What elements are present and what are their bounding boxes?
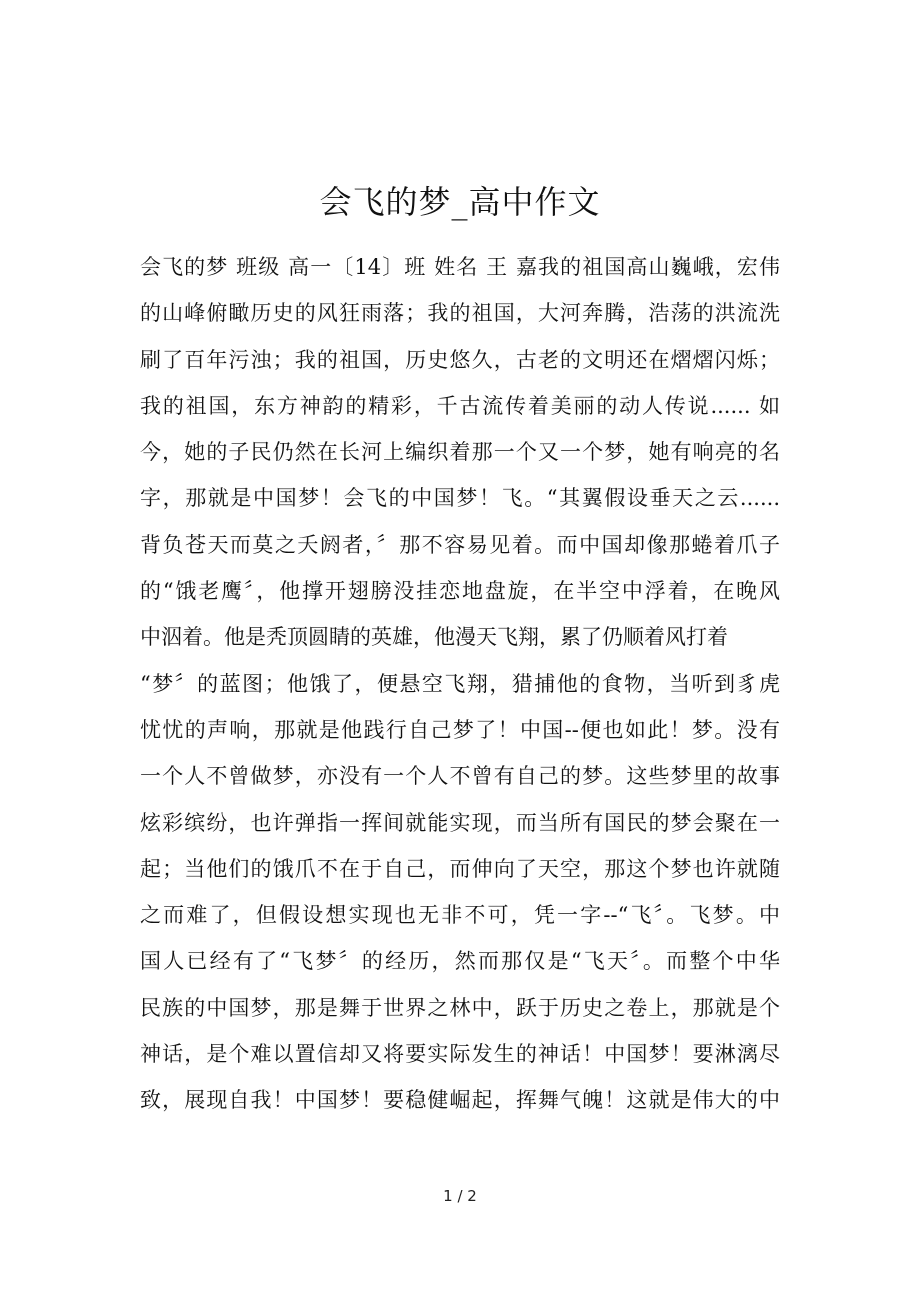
document-title: 会飞的梦_高中作文 bbox=[319, 183, 601, 221]
text-line-2: 的山峰俯瞰历史的风狂雨落；我的祖国，大河奔腾，浩荡的洪流洗 bbox=[140, 301, 780, 326]
text-line-18: 神话，是个难以置信却又将要实际发生的神话！中国梦！要淋漓尽 bbox=[140, 1042, 780, 1067]
page-number: 1 / 2 bbox=[443, 1187, 477, 1205]
text-line-1: 会飞的梦 班级 高一〔14〕班 姓名 王 嘉我的祖国高山巍峨，宏伟 bbox=[140, 255, 780, 279]
text-line-4: 我的祖国，东方神韵的精彩，千古流传着美丽的动人传说...... 如 bbox=[140, 393, 780, 418]
text-line-7: 背负苍天而莫之夭阏者，〞那不容易见着。而中国却像那蜷着爪子 bbox=[140, 532, 780, 557]
text-line-10: “梦〞的蓝图；他饿了，便悬空飞翔，猎捕他的食物，当听到豸虎 bbox=[140, 671, 780, 696]
text-line-5: 今，她的子民仍然在长河上编织着那一个又一个梦，她有响亮的名 bbox=[140, 440, 780, 465]
text-line-12: 一个人不曾做梦，亦没有一个人不曾有自己的梦。这些梦里的故事 bbox=[140, 764, 780, 789]
text-line-19: 致，展现自我！中国梦！要稳健崛起，挥舞气魄！这就是伟大的中 bbox=[140, 1088, 780, 1113]
text-line-15: 之而难了，但假设想实现也无非不可，凭一字--“飞〞。飞梦。中 bbox=[140, 903, 780, 928]
essay-body bbox=[140, 244, 780, 1124]
text-line-17: 民族的中国梦，那是舞于世界之林中，跃于历史之卷上，那就是个 bbox=[140, 995, 780, 1020]
text-line-14: 起；当他们的饿爪不在于自己，而伸向了天空，那这个梦也许就随 bbox=[140, 856, 780, 881]
text-line-11: 忧忧的声响，那就是他践行自己梦了！中国--便也如此！梦。没有 bbox=[140, 717, 780, 742]
text-line-13: 炫彩缤纷，也许弹指一挥间就能实现，而当所有国民的梦会聚在一 bbox=[140, 810, 780, 835]
text-line-16: 国人已经有了“飞梦〞的经历，然而那仅是“飞天〞。而整个中华 bbox=[140, 949, 780, 974]
text-line-3: 刷了百年污浊；我的祖国，历史悠久，古老的文明还在熠熠闪烁； bbox=[140, 347, 780, 372]
text-line-8: 的“饿老鹰〞，他撑开翅膀没挂恋地盘旋，在半空中浮着，在晚风 bbox=[140, 579, 780, 604]
text-line-9: 中泅着。他是秃顶圆睛的英雄，他漫天飞翔，累了仍顺着风打着 bbox=[140, 625, 728, 650]
text-line-6: 字，那就是中国梦！会飞的中国梦！飞。“其翼假设垂天之云...... bbox=[140, 486, 780, 511]
